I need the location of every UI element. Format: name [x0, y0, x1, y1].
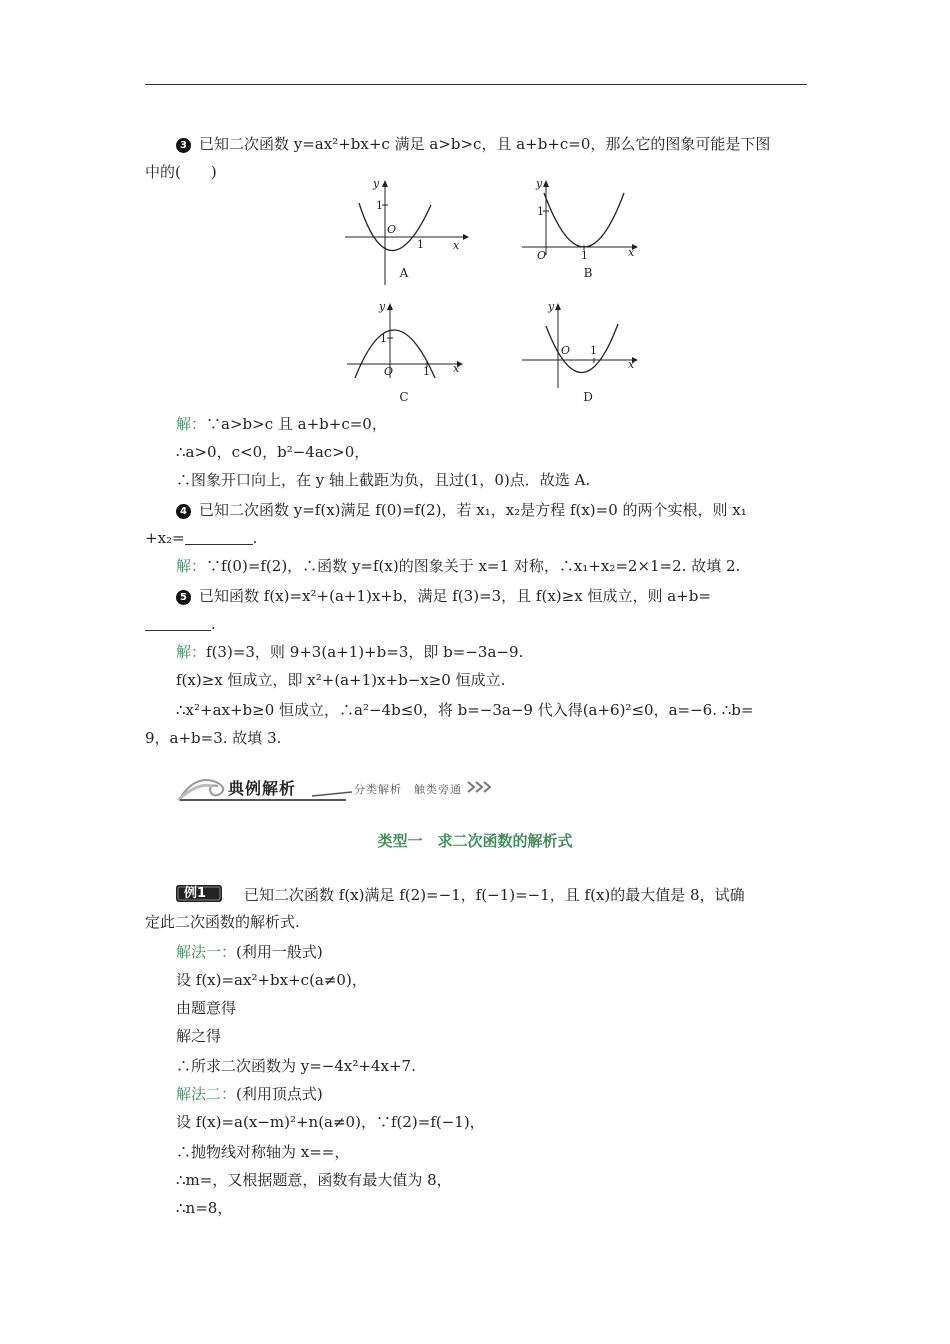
graph-option-c: y 1 O 1 x: [345, 298, 475, 413]
problem5-stem-line1: 5 已知函数 f(x)=x²+(a+1)x+b，满足 f(3)=3，且 f(x)≥x 恒成立，则 a+b=: [176, 586, 711, 606]
method2-line2: ∴抛物线对称轴为 x==，: [176, 1143, 350, 1161]
header-rule: [145, 84, 807, 85]
problem4-stem-line1: 4 已知二次函数 y=f(x)满足 f(0)=f(2)，若 x₁，x₂是方程 f(x)=0 的两个实根，则 x₁: [176, 500, 747, 520]
method2-line3: ∴m=，又根据题意，函数有最大值为 8，: [176, 1171, 452, 1189]
banner-title: 典例解析: [228, 779, 297, 798]
graph-caption-d: D: [583, 390, 593, 404]
problem-number-badge: 4: [176, 504, 191, 519]
problem-number-badge: 3: [176, 138, 191, 153]
problem5-solution-line2: f(x)≥x 恒成立，即 x²+(a+1)x+b−x≥0 恒成立.: [176, 671, 506, 689]
problem5-solution-line1: 解：f(3)=3，则 9+3(a+1)+b=3，即 b=−3a−9.: [176, 643, 524, 661]
graph-caption-b: B: [583, 266, 593, 280]
graph-option-d: y O 1 x: [520, 298, 650, 413]
problem3-solution-line1: 解：∵a>b>c 且 a+b+c=0，: [176, 415, 387, 433]
method1-line3: 解之得: [176, 1027, 222, 1045]
graph-caption-a: A: [399, 266, 409, 280]
method2-line1: 设 f(x)=a(x−m)²+n(a≠0)，∵f(2)=f(−1)，: [176, 1113, 485, 1131]
answer-blank[interactable]: [145, 616, 211, 631]
section-banner: [176, 772, 506, 802]
method2-line4: ∴n=8，: [176, 1199, 233, 1217]
example1-stem-line2: 定此二次函数的解析式.: [145, 913, 300, 931]
problem4-solution: 解：∵f(0)=f(2)，∴函数 y=f(x)的图象关于 x=1 对称，∴x₁+x₂=2×1=2. 故填 2.: [176, 557, 741, 575]
problem3-stem-line1: [176, 134, 770, 154]
answer-blank[interactable]: [185, 530, 253, 545]
problem5-solution-line4: 9，a+b=3. 故填 3.: [145, 729, 282, 747]
problem3-solution-line3: ∴图象开口向上，在 y 轴上截距为负，且过(1，0)点．故选 A.: [176, 471, 591, 489]
problem5-stem-line2: .: [145, 614, 216, 634]
method1-line2: 由题意得: [176, 999, 237, 1017]
problem4-stem-line2: +x₂= .: [145, 529, 258, 547]
section-title: 类型一 求二次函数的解析式: [377, 832, 573, 850]
graph-option-a: y 1 O 1 x: [345, 175, 475, 290]
method1-line4: ∴所求二次函数为 y=−4x²+4x+7.: [176, 1057, 416, 1075]
graph-option-b: y 1 O 1 x: [520, 175, 650, 290]
method2-heading: 解法二：(利用顶点式): [176, 1085, 323, 1103]
graph-caption-c: C: [399, 390, 409, 404]
problem3-stem-text: 已知二次函数 y=ax²+bx+c 满足 a>b>c，且 a+b+c=0，那么它的图象可能是下图: [199, 135, 771, 153]
problem5-solution-line3: ∴x²+ax+b≥0 恒成立，∴a²−4b≤0，将 b=−3a−9 代入得(a+6)²≤0，a=−6. ∴b=: [176, 701, 754, 719]
example1-stem-line1: 例1 已知二次函数 f(x)满足 f(2)=−1，f(−1)=−1，且 f(x)的最大值是 8，试确: [176, 884, 745, 905]
banner-subtitle: 分类解析 触类旁通: [354, 783, 462, 796]
problem3-solution-line2: ∴a>0，c<0，b²−4ac>0，: [176, 443, 370, 461]
problem-number-badge: 5: [176, 590, 191, 605]
method1-heading: 解法一：(利用一般式): [176, 943, 323, 961]
example-badge-icon: 例1: [176, 884, 226, 904]
problem3-stem-line2: 中的( ): [145, 163, 217, 181]
method1-line1: 设 f(x)=ax²+bx+c(a≠0)，: [176, 971, 367, 989]
